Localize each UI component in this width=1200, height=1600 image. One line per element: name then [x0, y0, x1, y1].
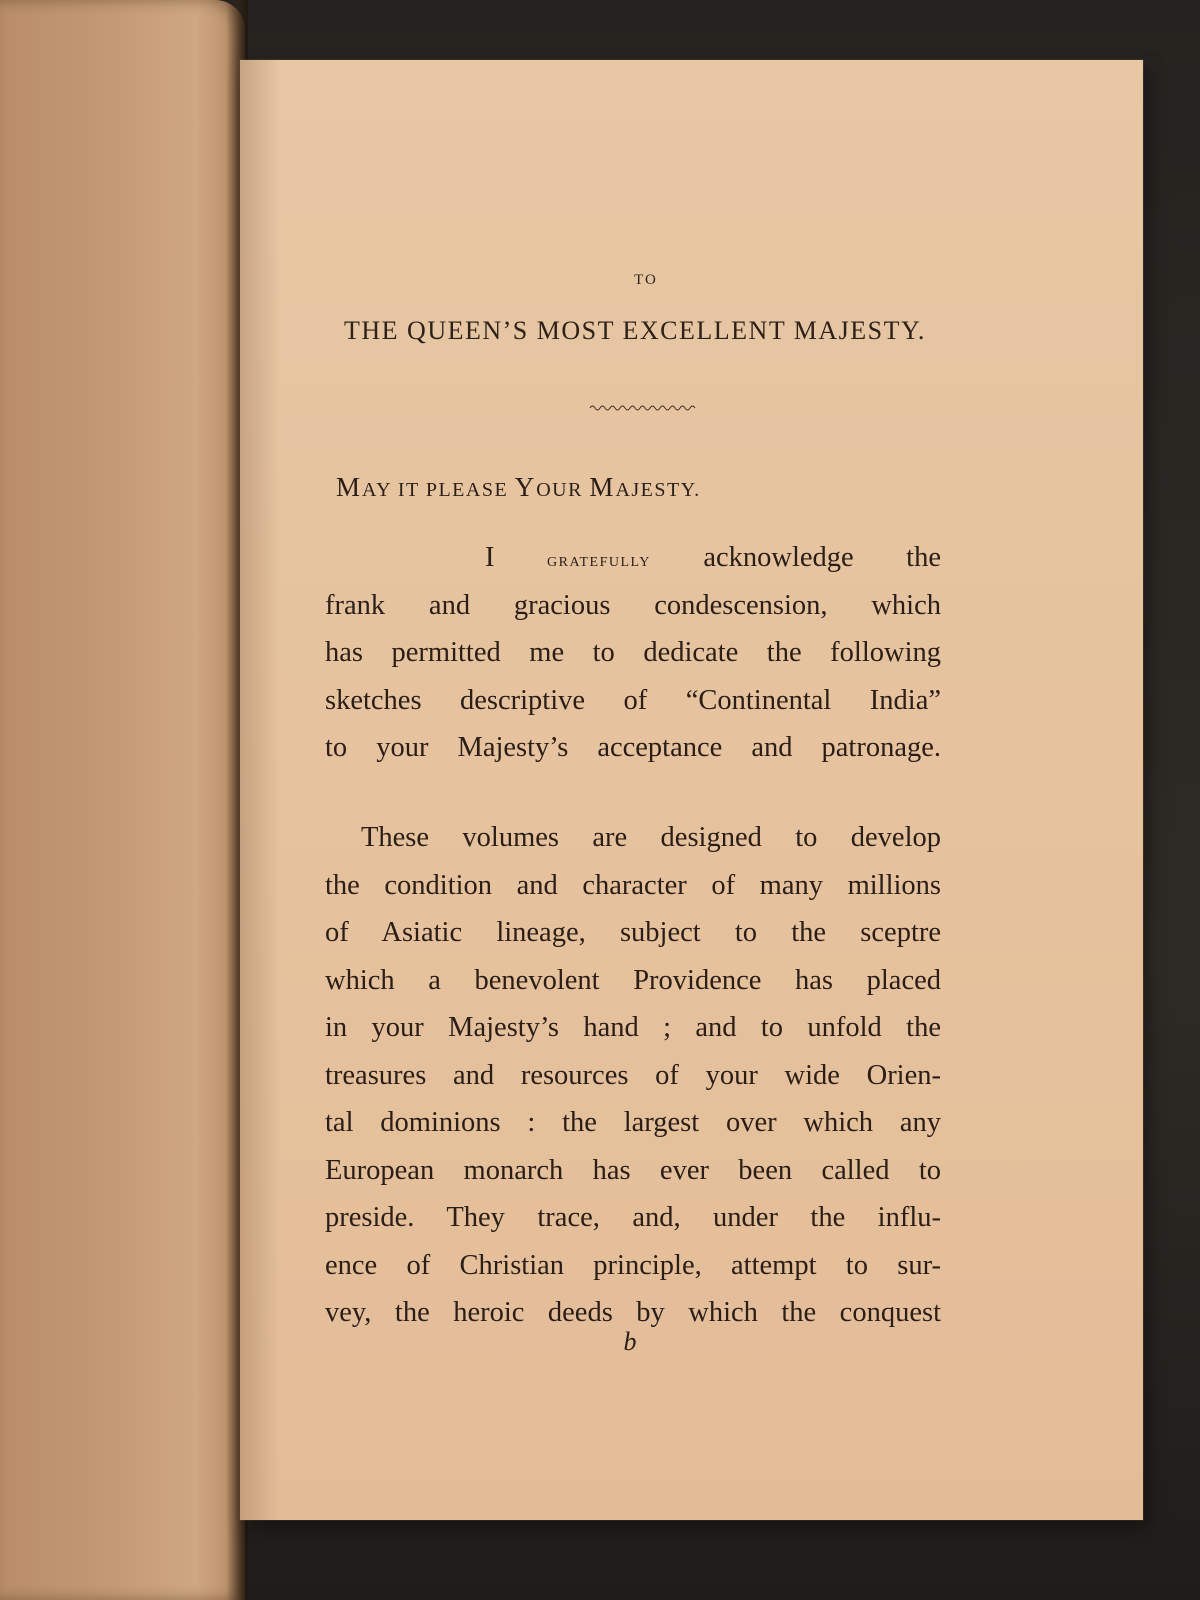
paragraph-1-line-1-rest: acknowledge the [650, 542, 941, 573]
right-page [240, 60, 1143, 1520]
salutation-your-rest: OUR [536, 479, 590, 501]
dedication-title: THE QUEEN’S MOST EXCELLENT MAJESTY. [344, 316, 926, 345]
paragraph-1-line-3: has permitted me to dedicate the following [325, 637, 941, 668]
paragraph-1-line-2: frank and gracious condescension, which [325, 589, 941, 621]
salutation-majesty-rest: AJESTY. [615, 479, 701, 501]
left-page [0, 0, 245, 1600]
paragraph-2-line-2: the condition and character of many millions [325, 869, 941, 901]
salutation-your-cap: Y [514, 472, 537, 502]
signature-mark: b [623, 1327, 637, 1356]
paragraph-1-line-4: sketches descriptive of “Continental India” [325, 684, 941, 716]
paragraph-2-line-9: preside. They trace, and, under the influ- [325, 1202, 941, 1233]
salutation [336, 472, 701, 503]
paragraph-2-line-3: of Asiatic lineage, subject to the sceptre [325, 917, 941, 948]
paragraph-1-line-1 [325, 534, 941, 582]
paragraph-2-line-8: European monarch has ever been called to [325, 1154, 941, 1186]
paragraph-1-line-5: to your Majesty’s acceptance and patronage. [325, 732, 941, 763]
paragraph-2-line-5: in your Majesty’s hand ; and to unfold the [325, 1012, 941, 1043]
salutation-may-cap: M [336, 472, 363, 502]
paragraph-2-line-7: tal dominions : the largest over which any [325, 1107, 941, 1138]
paragraph-2-line-4: which a benevolent Providence has placed [325, 964, 941, 996]
paragraph-2-line-1: These volumes are designed to develop [361, 822, 941, 853]
wavy-rule-ornament [588, 402, 698, 414]
paragraph-2-line-11: vey, the heroic deeds by which the conquest [325, 1297, 941, 1328]
dedication-to: TO [634, 272, 658, 288]
paragraph-1-lead-smallcaps: gratefully [547, 549, 651, 571]
paragraph-2-line-6: treasures and resources of your wide Orien- [325, 1059, 941, 1091]
paragraph-2-line-10: ence of Christian principle, attempt to sur- [325, 1249, 941, 1281]
salutation-may-rest: AY IT PLEASE [362, 479, 515, 501]
paragraph-1-lead-cap: I [485, 542, 547, 573]
paragraph-2 [325, 814, 941, 1337]
paragraph-1 [325, 534, 941, 772]
salutation-majesty-cap: M [589, 472, 616, 502]
